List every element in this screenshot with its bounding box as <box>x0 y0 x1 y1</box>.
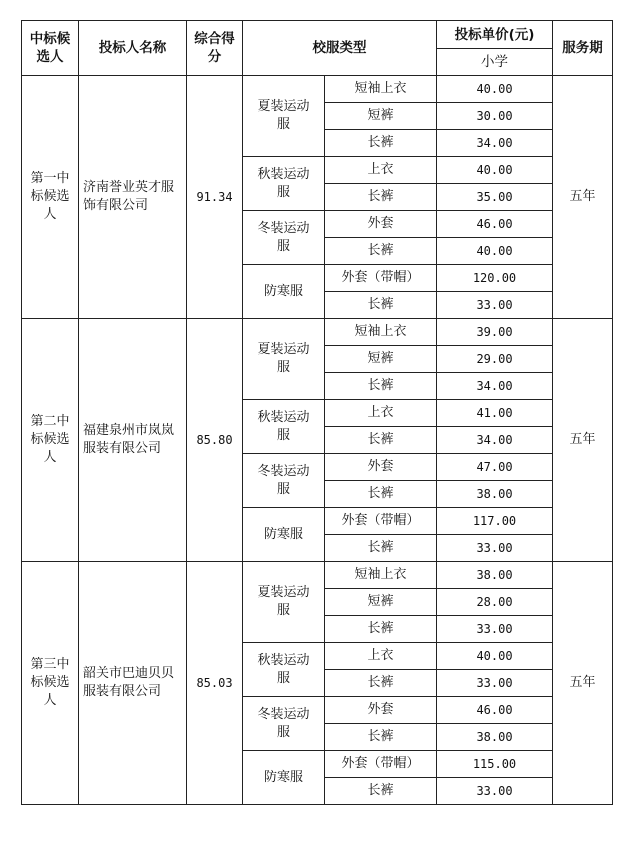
uniform-item: 上衣 <box>325 643 437 670</box>
unit-price: 40.00 <box>437 157 553 184</box>
uniform-item: 短裤 <box>325 589 437 616</box>
candidate-rank: 第三中标候选人 <box>22 562 79 805</box>
uniform-category: 冬装运动服 <box>243 211 325 265</box>
uniform-item: 长裤 <box>325 535 437 562</box>
uniform-category: 夏装运动服 <box>243 319 325 400</box>
company-name: 济南誉业英才服饰有限公司 <box>79 76 187 319</box>
unit-price: 33.00 <box>437 535 553 562</box>
unit-price: 30.00 <box>437 103 553 130</box>
unit-price: 46.00 <box>437 211 553 238</box>
unit-price: 28.00 <box>437 589 553 616</box>
uniform-item: 长裤 <box>325 292 437 319</box>
uniform-item: 外套 <box>325 211 437 238</box>
uniform-item: 短裤 <box>325 346 437 373</box>
bid-results-table <box>21 20 613 805</box>
unit-price: 38.00 <box>437 562 553 589</box>
table-row <box>22 76 613 103</box>
header-unit-price: 投标单价(元) <box>437 21 553 49</box>
unit-price: 33.00 <box>437 292 553 319</box>
unit-price: 47.00 <box>437 454 553 481</box>
uniform-item: 上衣 <box>325 157 437 184</box>
unit-price: 40.00 <box>437 643 553 670</box>
uniform-item: 短袖上衣 <box>325 319 437 346</box>
uniform-category: 防寒服 <box>243 751 325 805</box>
unit-price: 35.00 <box>437 184 553 211</box>
uniform-item: 长裤 <box>325 724 437 751</box>
uniform-item: 外套（带帽） <box>325 265 437 292</box>
unit-price: 46.00 <box>437 697 553 724</box>
uniform-category: 秋装运动服 <box>243 400 325 454</box>
candidate-rank: 第二中标候选人 <box>22 319 79 562</box>
service-period: 五年 <box>553 76 613 319</box>
uniform-category: 夏装运动服 <box>243 562 325 643</box>
unit-price: 29.00 <box>437 346 553 373</box>
company-name: 福建泉州市岚岚服装有限公司 <box>79 319 187 562</box>
header-primary-school: 小学 <box>437 49 553 76</box>
uniform-category: 秋装运动服 <box>243 643 325 697</box>
unit-price: 39.00 <box>437 319 553 346</box>
unit-price: 38.00 <box>437 724 553 751</box>
service-period: 五年 <box>553 319 613 562</box>
uniform-category: 冬装运动服 <box>243 454 325 508</box>
uniform-item: 长裤 <box>325 616 437 643</box>
uniform-category: 夏装运动服 <box>243 76 325 157</box>
uniform-item: 短袖上衣 <box>325 562 437 589</box>
uniform-item: 长裤 <box>325 130 437 157</box>
composite-score: 91.34 <box>187 76 243 319</box>
table-body <box>22 76 613 805</box>
candidate-rank: 第一中标候选人 <box>22 76 79 319</box>
uniform-category: 防寒服 <box>243 508 325 562</box>
uniform-item: 长裤 <box>325 427 437 454</box>
uniform-item: 长裤 <box>325 778 437 805</box>
unit-price: 40.00 <box>437 76 553 103</box>
composite-score: 85.03 <box>187 562 243 805</box>
unit-price: 120.00 <box>437 265 553 292</box>
uniform-item: 长裤 <box>325 670 437 697</box>
unit-price: 117.00 <box>437 508 553 535</box>
unit-price: 34.00 <box>437 427 553 454</box>
uniform-category: 秋装运动服 <box>243 157 325 211</box>
uniform-item: 短袖上衣 <box>325 76 437 103</box>
uniform-item: 长裤 <box>325 481 437 508</box>
uniform-item: 上衣 <box>325 400 437 427</box>
uniform-item: 短裤 <box>325 103 437 130</box>
unit-price: 41.00 <box>437 400 553 427</box>
uniform-item: 外套（带帽） <box>325 751 437 778</box>
unit-price: 115.00 <box>437 751 553 778</box>
unit-price: 33.00 <box>437 778 553 805</box>
composite-score: 85.80 <box>187 319 243 562</box>
uniform-item: 长裤 <box>325 184 437 211</box>
header-company: 投标人名称 <box>79 21 187 76</box>
header-uniform-type: 校服类型 <box>243 21 437 76</box>
service-period: 五年 <box>553 562 613 805</box>
company-name: 韶关市巴迪贝贝服装有限公司 <box>79 562 187 805</box>
uniform-item: 外套（带帽） <box>325 508 437 535</box>
unit-price: 33.00 <box>437 670 553 697</box>
unit-price: 34.00 <box>437 373 553 400</box>
header-score: 综合得分 <box>187 21 243 76</box>
unit-price: 34.00 <box>437 130 553 157</box>
table-row <box>22 562 613 589</box>
uniform-item: 外套 <box>325 454 437 481</box>
unit-price: 33.00 <box>437 616 553 643</box>
unit-price: 38.00 <box>437 481 553 508</box>
table-row <box>22 319 613 346</box>
uniform-item: 外套 <box>325 697 437 724</box>
unit-price: 40.00 <box>437 238 553 265</box>
header-rank: 中标候选人 <box>22 21 79 76</box>
header-service-period: 服务期 <box>553 21 613 76</box>
uniform-category: 冬装运动服 <box>243 697 325 751</box>
uniform-item: 长裤 <box>325 238 437 265</box>
uniform-category: 防寒服 <box>243 265 325 319</box>
uniform-item: 长裤 <box>325 373 437 400</box>
